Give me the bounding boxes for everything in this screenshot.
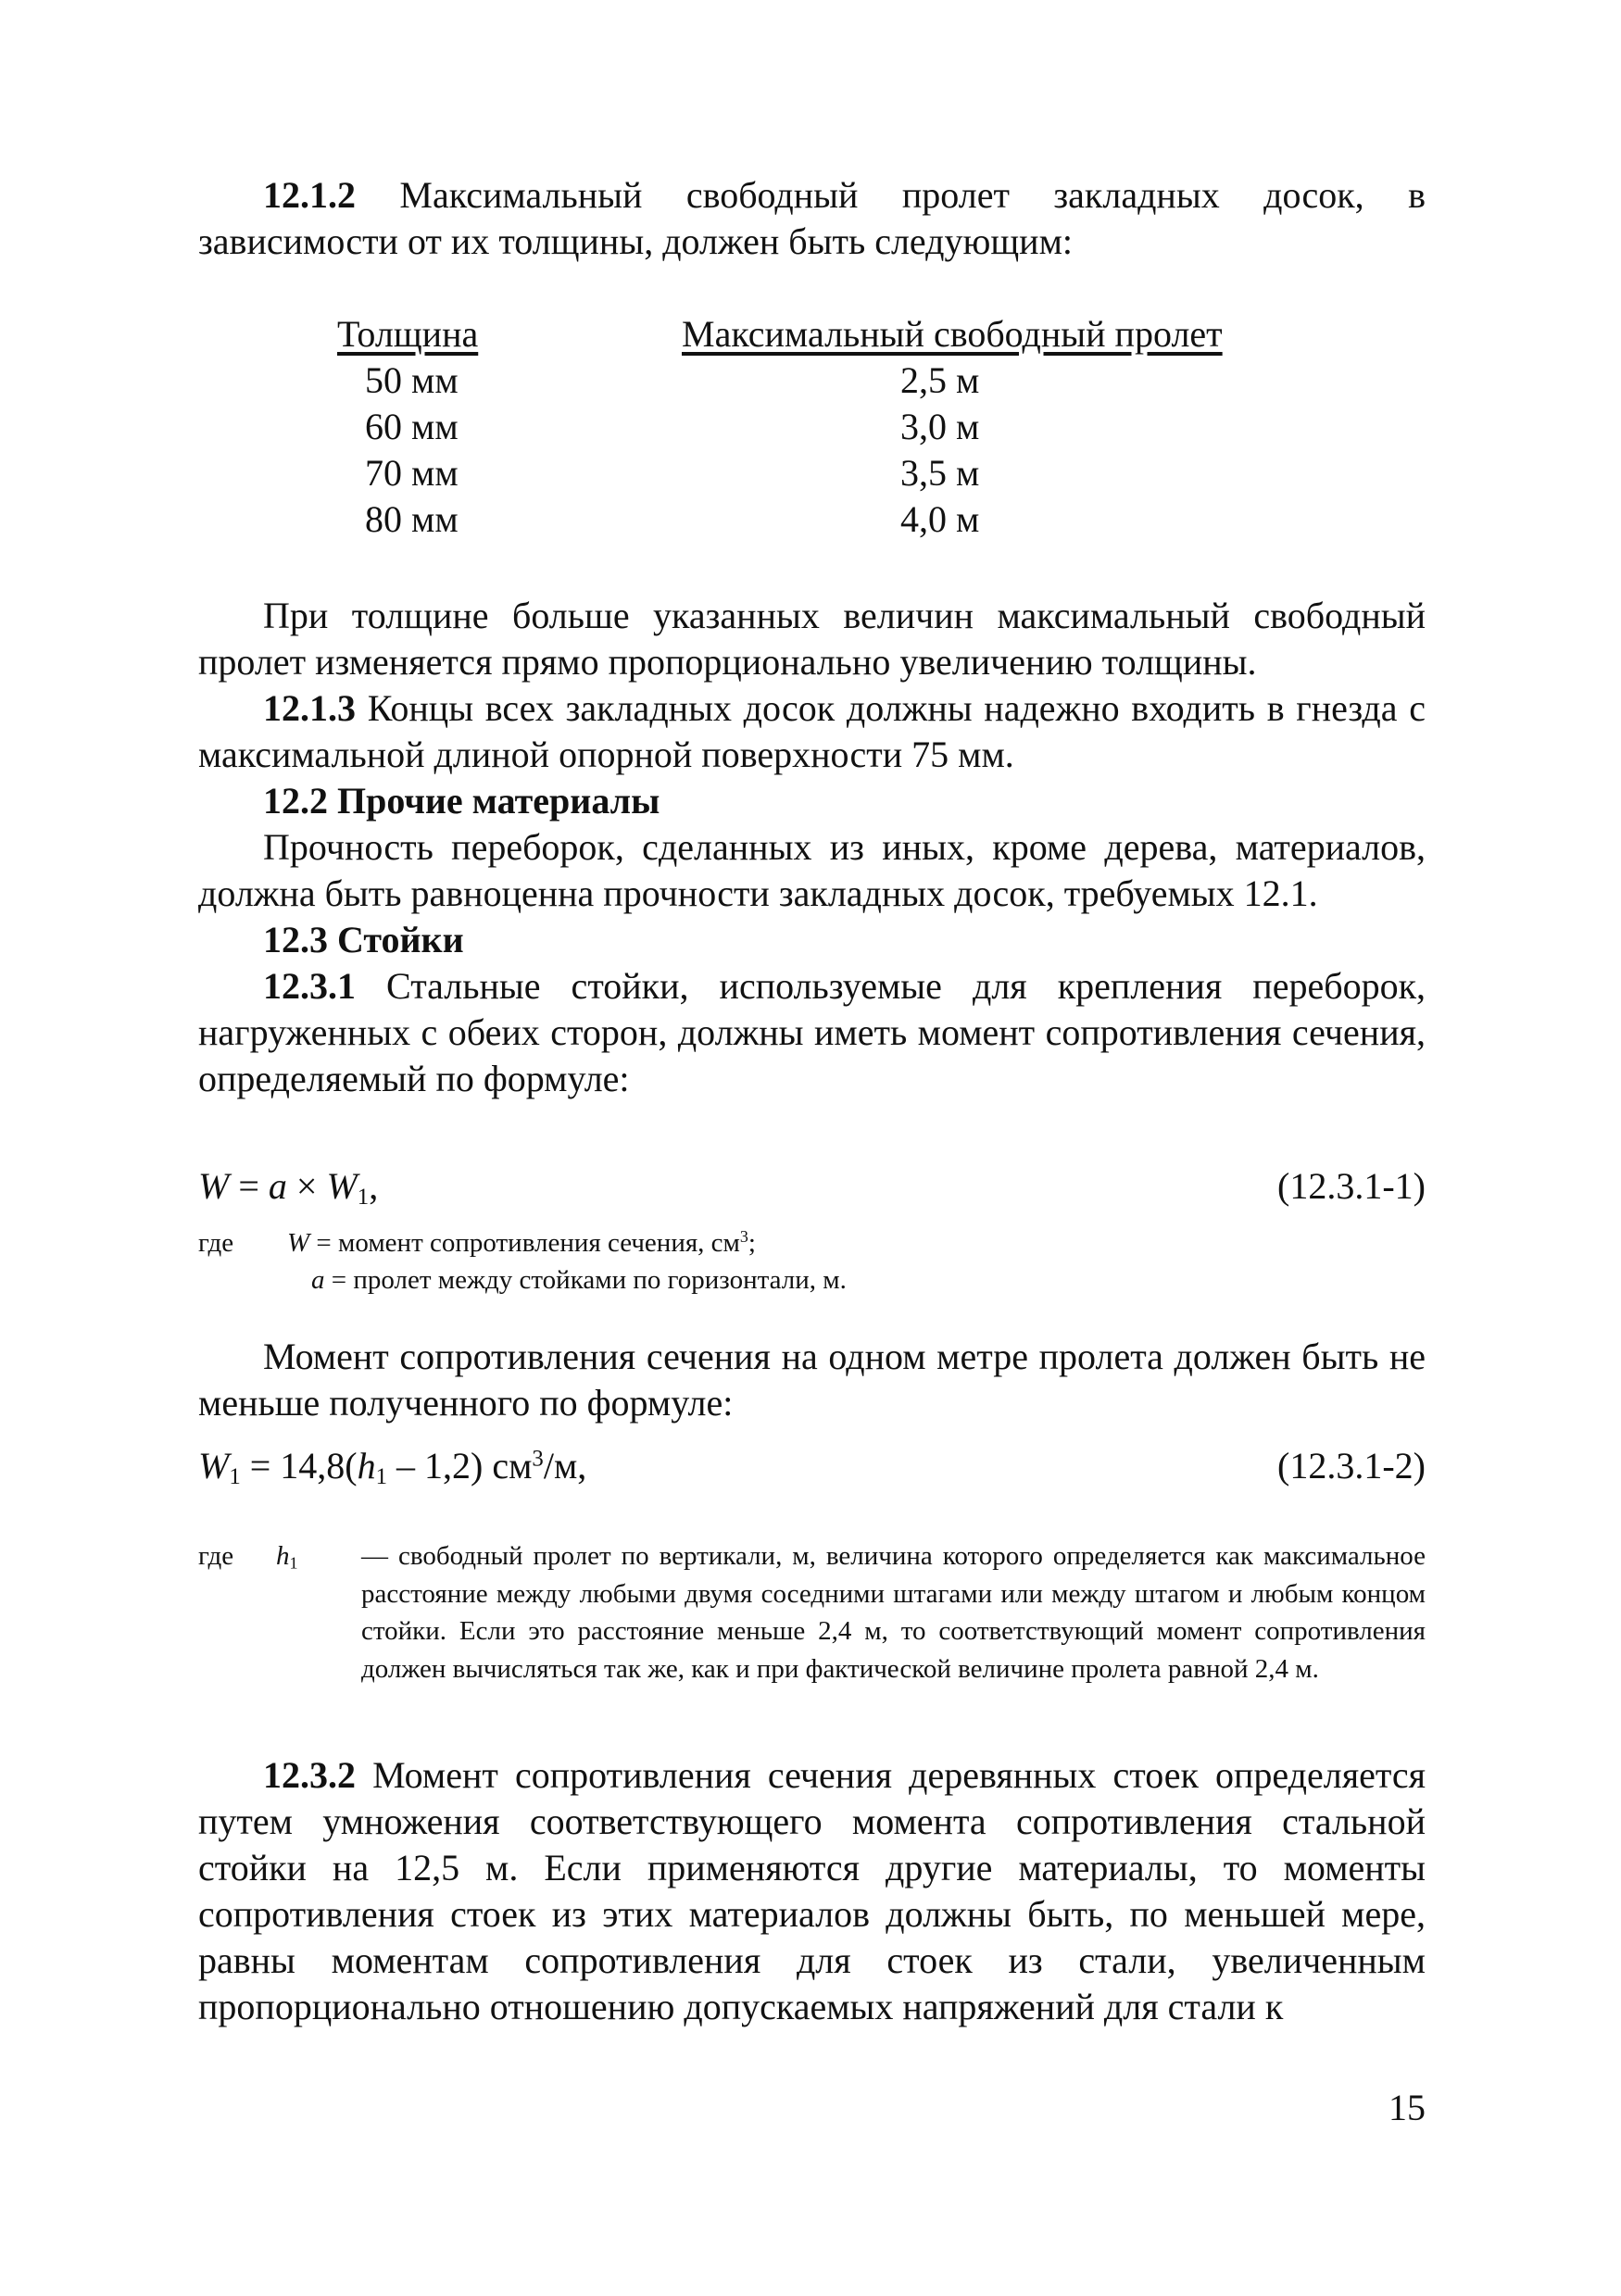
section-number-12-1-3: 12.1.3 — [263, 687, 356, 729]
table-header-thickness: Толщина — [337, 313, 479, 355]
table-thickness-column — [337, 311, 495, 543]
paragraph-moment: Момент сопротивления сечения на одном метре пролета должен быть не меньше полученного по формуле: — [198, 1336, 1426, 1424]
where-symbol-h1: $h_1$ — [276, 1541, 298, 1573]
where-def-a: a = пролет между стойками по горизонтали, м. — [311, 1265, 847, 1295]
section-number-12-3-2: 12.3.2 — [263, 1754, 356, 1796]
where-def-h1: — свободный пролет по вертикали, м, величина которого определяется как максимальное расстояние между любыми двумя соседними штагами или между штагом и любым концом стойки. Если это расстояние меньше 2,4 м, то соответствующий момент сопротивления должен вычисляться так же, как и при фактической величине пролета равной 2,4 м. — [361, 1541, 1426, 1684]
formula-12-3-1-1 — [198, 1163, 1426, 1210]
paragraph-12-3-2-text: Момент сопротивления сечения деревянных стоек определяется путем умножения соответствующего момента сопротивления стальной стойки на 12,5 м. Если применяются другие материалы, то моменты сопротивления стоек из этих материалов должны быть, по меньшей мере, равны моментам сопротивления для стоек из стали, увеличенным пропорционально отношению допускаемых напряжений для стали к — [198, 1754, 1426, 2027]
table-header-span: Максимальный свободный пролет — [682, 313, 1223, 355]
formula-number: (12.3.1-2) — [1277, 1445, 1426, 1487]
formula-expression: $W = a \times W_1$, — [198, 1165, 379, 1211]
table-span-column — [682, 311, 1256, 543]
paragraph-12-1-3 — [198, 685, 1426, 778]
where-label: где — [198, 1228, 234, 1258]
paragraph-thickness-note: При толщине больше указанных величин максимальный свободный пролет изменяется прямо пропорционально увеличению толщины. — [198, 595, 1426, 683]
formula-12-3-1-2 — [198, 1443, 1426, 1489]
table-cell-span: 2,5 м — [900, 359, 980, 401]
heading-12-2: 12.2 Прочие материалы — [263, 780, 660, 822]
table-cell-thickness: 60 мм — [365, 406, 459, 447]
paragraph-12-1-2-text: Максимальный свободный пролет закладных досок, в зависимости от их толщины, должен быть следующим: — [198, 174, 1426, 262]
page-number: 15 — [1389, 2087, 1426, 2128]
where-label: где — [198, 1541, 234, 1571]
paragraph-12-1-3-text: Концы всех закладных досок должны надежно входить в гнезда с максимальной длиной опорной поверхности 75 мм. — [198, 687, 1426, 775]
table-cell-span: 4,0 м — [900, 498, 980, 540]
table-cell-span: 3,5 м — [900, 452, 980, 494]
table-cell-span: 3,0 м — [900, 406, 980, 447]
formula-number: (12.3.1-1) — [1277, 1165, 1426, 1207]
table-cell-thickness: 80 мм — [365, 498, 459, 540]
section-number-12-1-2: 12.1.2 — [263, 174, 356, 216]
paragraph-12-3-1 — [198, 963, 1426, 1102]
formula-expression: $W_1 = 14,8(h_1 - 1,2)$ $см^3/м$, — [198, 1445, 587, 1490]
section-number-12-3-1: 12.3.1 — [263, 965, 356, 1007]
table-cell-thickness: 70 мм — [365, 452, 459, 494]
paragraph-12-2: Прочность переборок, сделанных из иных, кроме дерева, материалов, должна быть равноценна прочности закладных досок, требуемых 12.1. — [198, 826, 1426, 914]
table-cell-thickness: 50 мм — [365, 359, 459, 401]
paragraph-12-3-2 — [198, 1752, 1426, 2030]
paragraph-12-3-1-text: Стальные стойки, используемые для крепления переборок, нагруженных с обеих сторон, должны иметь момент сопротивления сечения, определяемый по формуле: — [198, 965, 1426, 1099]
where-def-w: W = момент сопротивления сечения, $см^3$; — [287, 1227, 756, 1258]
heading-12-3: 12.3 Стойки — [263, 919, 464, 960]
paragraph-12-1-2 — [198, 172, 1426, 265]
